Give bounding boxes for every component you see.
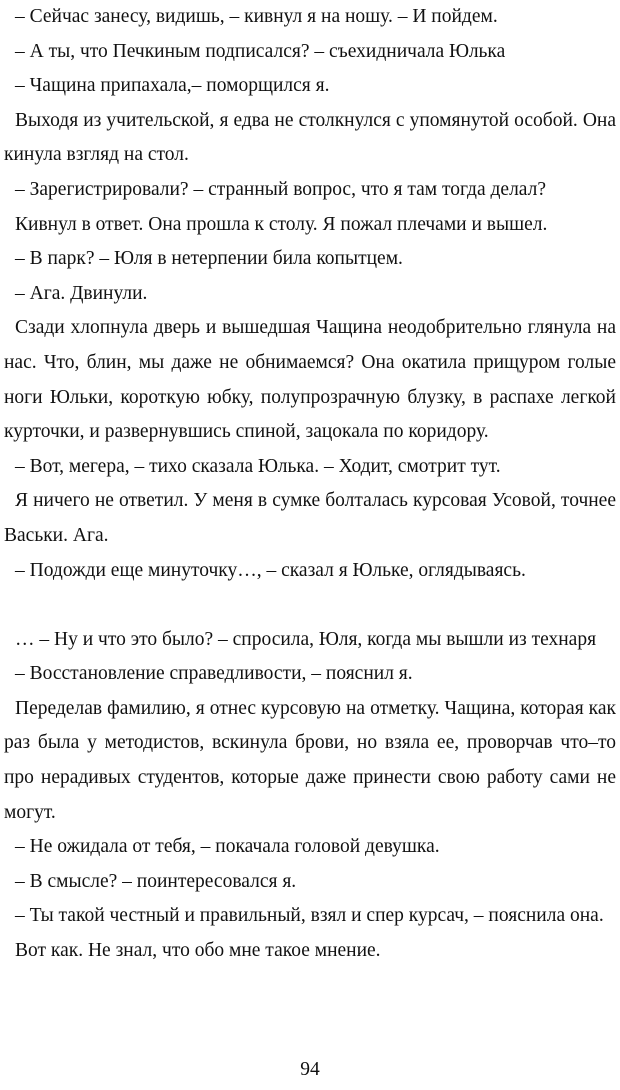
paragraph: – Зарегистрировали? – странный вопрос, что я там тогда делал? bbox=[15, 178, 547, 200]
paragraph: – Ага. Двинули. bbox=[15, 282, 148, 304]
paragraph: Сзади хлопнула дверь и вышедшая Чащина неодобрительно глянула на нас. Что, блин, мы даже не обнимаемся? Она окатила прищуром голые ноги Юльки, короткую юбку, полупрозрачную блузку, в распахе легкой курточки, и развернувшись спиной, зацокала по коридору. bbox=[4, 317, 616, 443]
paragraph: – В смысле? – поинтересовался я. bbox=[15, 870, 297, 892]
paragraph: – Не ожидала от тебя, – покачала головой девушка. bbox=[15, 836, 440, 858]
paragraph: – В парк? – Юля в нетерпении била копытцем. bbox=[15, 248, 403, 270]
paragraph: Кивнул в ответ. Она прошла к столу. Я пожал плечами и вышел. bbox=[15, 213, 548, 235]
paragraph: … – Ну и что это было? – спросила, Юля, когда мы вышли из технаря bbox=[15, 628, 597, 650]
paragraph: – Вот, мегера, – тихо сказала Юлька. – Ходит, смотрит тут. bbox=[15, 455, 501, 477]
body-text bbox=[4, 0, 616, 969]
page-number: 94 bbox=[300, 1059, 320, 1080]
scene-break bbox=[4, 588, 616, 623]
paragraph: – Чащина припахала,– поморщился я. bbox=[15, 75, 330, 97]
paragraph: Вот как. Не знал, что обо мне такое мнение. bbox=[15, 940, 381, 962]
paragraph: – Сейчас занесу, видишь, – кивнул я на ношу. – И пойдем. bbox=[15, 6, 498, 27]
paragraph: Выходя из учительской, я едва не столкнулся с упомянутой особой. Она кинула взгляд на стол. bbox=[4, 109, 616, 166]
paragraph: – Ты такой честный и правильный, взял и спер курсач, – пояснила она. bbox=[15, 905, 604, 927]
paragraph: – А ты, что Печкиным подписался? – съехидничала Юлька bbox=[15, 40, 506, 62]
paragraph: – Подожди еще минуточку…, – сказал я Юльке, оглядываясь. bbox=[15, 559, 526, 581]
paragraph: – Восстановление справедливости, – пояснил я. bbox=[15, 663, 413, 685]
paragraph: Я ничего не ответил. У меня в сумке болталась курсовая Усовой, точнее Васьки. Ага. bbox=[4, 490, 616, 546]
paragraph: Переделав фамилию, я отнес курсовую на отметку. Чащина, которая как раз была у методистов, вскинула брови, но взяла ее, проворчав что–то про нерадивых студентов, которые даже принести свою работу сами не могут. bbox=[4, 697, 616, 823]
